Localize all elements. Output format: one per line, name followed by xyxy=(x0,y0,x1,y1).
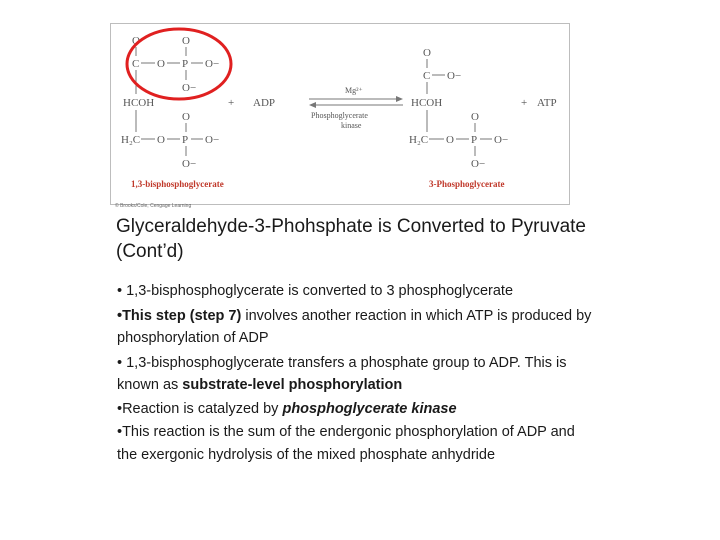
ester-oxygen-product: O xyxy=(446,134,454,146)
enzyme-label-line2: kinase xyxy=(341,121,362,130)
phosphate-oxygen-minus: O− xyxy=(205,134,220,146)
plus-sign-product: + xyxy=(521,97,528,109)
phosphorus-3: P xyxy=(182,134,189,146)
carboxyl-carbon: C xyxy=(132,58,140,70)
phosphate-oxygen-minus-bottom-product: O− xyxy=(471,158,486,170)
methylene-carbon: H₂C xyxy=(121,134,141,146)
bullet-4-enzyme: phosphoglycerate kinase xyxy=(282,400,457,417)
figure-credit: © Brooks/Cole, Cengage Learning xyxy=(115,203,192,209)
phosphoryl-oxygen-2: O xyxy=(182,111,190,123)
bullet-3-text: • 1,3-bisphosphoglycerate transfers a phosphate group to ADP. This is known as xyxy=(117,354,567,393)
bullet-2-text: involves another reaction in which ATP is produced by phosphorylation of ADP xyxy=(117,307,592,346)
carboxylate-oxygen: O xyxy=(423,47,431,59)
enzyme-label-line1: Phosphoglycerate xyxy=(311,111,368,120)
adp-label: ADP xyxy=(253,97,276,109)
bullet-3-term: substrate-level phosphorylation xyxy=(182,377,403,393)
phosphorus-1: P xyxy=(182,58,189,70)
phosphoryl-oxygen-product: O xyxy=(471,111,479,123)
bullet-5: •This reaction is the sum of the endergonic phosphorylation of ADP and the exergonic hydrolysis of the mixed phosphate anhydride xyxy=(117,424,575,463)
bullet-3 xyxy=(117,352,597,397)
atp-label: ATP xyxy=(537,97,557,109)
bullet-2-emphasis: •This step (step 7) xyxy=(117,307,242,324)
phosphate-oxygen-minus-bottom: O− xyxy=(182,158,197,170)
phosphate-oxygen-minus-bottom: O− xyxy=(182,82,197,94)
bullet-2 xyxy=(117,305,597,350)
carboxylate-carbon: C xyxy=(423,70,431,82)
reaction-diagram xyxy=(111,24,569,204)
bridging-oxygen: O xyxy=(157,58,165,70)
methylene-carbon-product: H₂C xyxy=(409,134,429,146)
slide-title: Glyceraldehyde-3-Phohsphate is Converted to Pyruvate (Cont’d) xyxy=(116,216,586,262)
bullet-4-text: •Reaction is catalyzed by xyxy=(117,400,283,417)
product-label: 3-Phosphoglycerate xyxy=(429,179,505,189)
phosphate-oxygen-minus-product: O− xyxy=(494,134,509,146)
hydroxymethine: HCOH xyxy=(123,97,155,109)
acyl-carbonyl-oxygen: O xyxy=(132,35,140,47)
ester-oxygen: O xyxy=(157,134,165,146)
forward-arrow-head xyxy=(396,96,403,102)
reverse-arrow-head xyxy=(309,102,316,108)
phosphorus-product: P xyxy=(471,134,478,146)
plus-sign: + xyxy=(228,97,235,109)
phosphate-oxygen-minus: O− xyxy=(205,58,220,70)
hydroxymethine-product: HCOH xyxy=(411,97,443,109)
bullet-1: • 1,3-bisphosphoglycerate is converted to 3 phosphoglycerate xyxy=(117,283,514,299)
carboxylate-oxygen-minus: O− xyxy=(447,70,462,82)
slide-body xyxy=(117,280,597,466)
reaction-figure xyxy=(110,23,570,205)
phosphoryl-oxygen-top: O xyxy=(182,35,190,47)
mg-cofactor: Mg²⁺ xyxy=(345,86,363,95)
reactant-label: 1,3-bisphosphoglycerate xyxy=(131,179,224,189)
bullet-4 xyxy=(117,398,597,421)
